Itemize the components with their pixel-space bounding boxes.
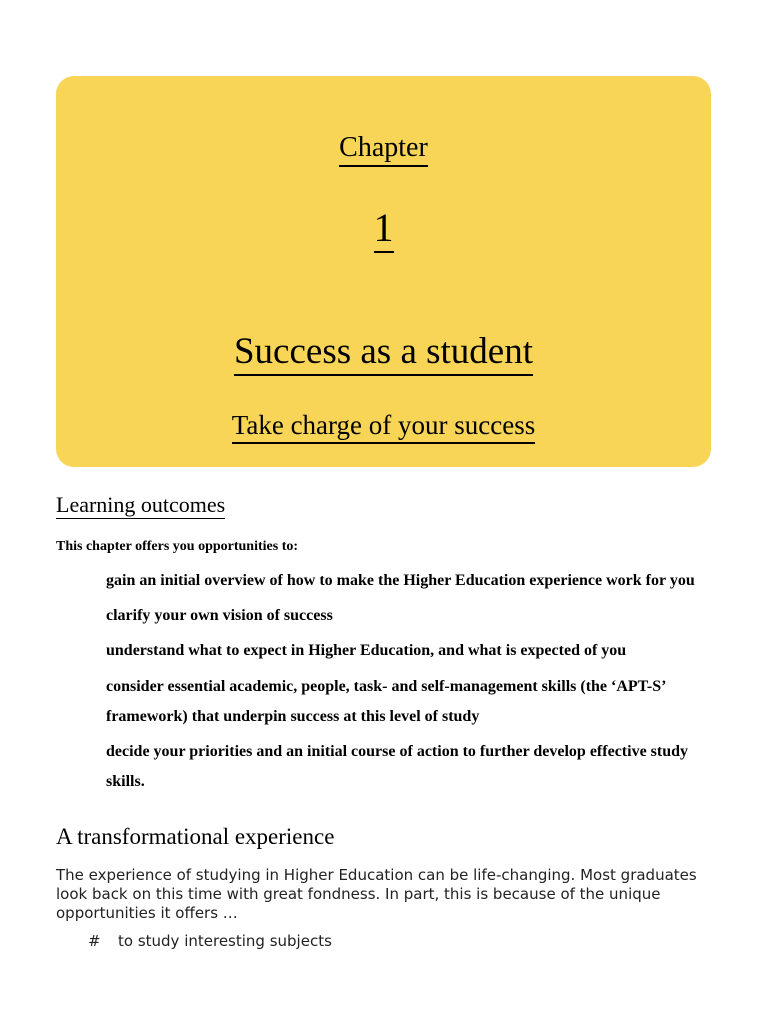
chapter-subtitle: Take charge of your success <box>232 411 536 444</box>
outcome-item: clarify your own vision of success <box>106 607 333 624</box>
section-paragraph: The experience of studying in Higher Education can be life-changing. Most graduates look back on this time with great fondness. In part, this is because of the unique opportunities it offers … <box>56 866 697 922</box>
outcome-item: decide your priorities and an initial course of action to further develop effective study skills. <box>106 743 689 790</box>
bullet-text: to study interesting subjects <box>118 932 332 950</box>
list-item <box>88 932 332 950</box>
outcome-item: understand what to expect in Higher Education, and what is expected of you <box>106 642 627 659</box>
bullet-marker: # <box>88 932 101 950</box>
chapter-label: Chapter <box>339 133 428 167</box>
outcome-item: gain an initial overview of how to make the Higher Education experience work for you <box>106 572 695 589</box>
chapter-number: 1 <box>374 206 394 253</box>
outcome-item: consider essential academic, people, task- and self-management skills (the ‘APT-S’ framework) that underpin success at this level of study <box>106 678 666 725</box>
chapter-title: Success as a student <box>234 332 533 376</box>
learning-outcomes-heading: Learning outcomes <box>56 493 225 519</box>
learning-outcomes-intro: This chapter offers you opportunities to: <box>56 539 299 554</box>
section-heading: A transformational experience <box>56 824 335 849</box>
chapter-banner <box>56 76 711 467</box>
